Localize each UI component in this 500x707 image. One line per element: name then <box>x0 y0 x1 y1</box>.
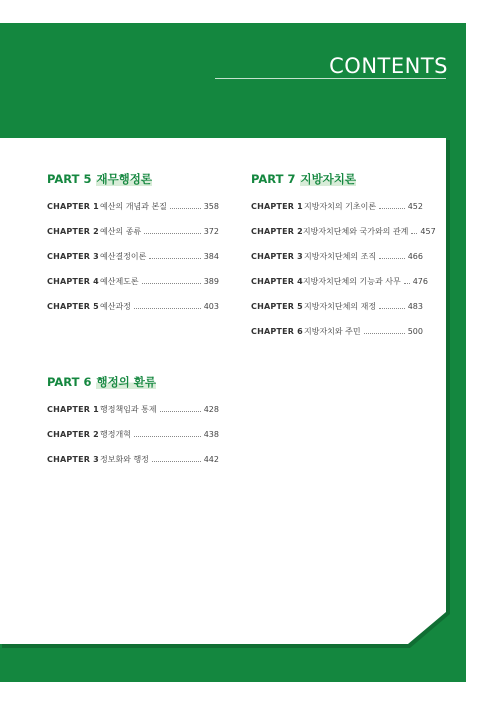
chapter-title: 지방자치단체의 재정 <box>304 302 377 311</box>
dot-leader <box>160 411 201 412</box>
dot-leader <box>134 436 201 437</box>
part-heading <box>47 374 219 390</box>
toc-entry[interactable] <box>47 276 219 288</box>
dot-leader <box>379 308 405 309</box>
dot-leader <box>379 208 405 209</box>
toc-entry[interactable] <box>47 251 219 263</box>
page-number: 372 <box>203 227 219 236</box>
chapter-number: CHAPTER 1 <box>251 202 303 211</box>
part-name: 재무행정론 <box>96 172 153 186</box>
dot-leader <box>170 208 201 209</box>
chapter-number: CHAPTER 4 <box>47 277 99 286</box>
dot-leader <box>379 258 405 259</box>
page-number: 457 <box>420 227 436 236</box>
toc-entry[interactable] <box>251 301 423 313</box>
chapter-number: CHAPTER 1 <box>47 405 99 414</box>
part-5-section <box>47 171 219 326</box>
part-heading <box>47 171 219 187</box>
chapter-number: CHAPTER 3 <box>47 252 99 261</box>
part-name: 지방자치론 <box>300 172 357 186</box>
chapter-title: 예산의 개념과 본질 <box>100 202 167 211</box>
page-number: 500 <box>407 327 423 336</box>
toc-entry[interactable] <box>251 276 428 288</box>
dot-leader <box>144 233 201 234</box>
page-number: 442 <box>203 455 219 464</box>
toc-entry[interactable] <box>47 429 219 441</box>
chapter-number: CHAPTER 5 <box>251 302 303 311</box>
toc-entry[interactable] <box>47 226 219 238</box>
dot-leader <box>404 283 410 284</box>
page-number: 466 <box>407 252 423 261</box>
chapter-number: CHAPTER 4 <box>251 277 303 286</box>
toc-entry[interactable] <box>251 201 423 213</box>
page-number: 358 <box>203 202 219 211</box>
chapter-title: 지방자치의 기초이론 <box>304 202 377 211</box>
toc-entry[interactable] <box>251 226 436 238</box>
chapter-number: CHAPTER 3 <box>47 455 99 464</box>
toc-entry[interactable] <box>47 454 219 466</box>
part-6-section <box>47 374 219 479</box>
chapter-number: CHAPTER 2 <box>47 430 99 439</box>
part-number: PART 5 <box>47 172 92 186</box>
dot-leader <box>149 258 200 259</box>
page-number: 428 <box>203 405 219 414</box>
chapter-number: CHAPTER 1 <box>47 202 99 211</box>
chapter-title: 지방자치단체의 조직 <box>304 252 377 261</box>
chapter-title: 행정책임과 통제 <box>100 405 157 414</box>
page-number: 483 <box>407 302 423 311</box>
part-number: PART 6 <box>47 375 92 389</box>
chapter-title: 지방자치단체와 국가와의 관계 <box>302 227 409 236</box>
dot-leader <box>142 283 201 284</box>
chapter-title: 행정개혁 <box>100 430 131 439</box>
chapter-title: 지방자치단체의 기능과 사무 <box>302 277 401 286</box>
toc-entry[interactable] <box>47 201 219 213</box>
page-number: 403 <box>203 302 219 311</box>
chapter-number: CHAPTER 2 <box>47 227 99 236</box>
dot-leader <box>364 333 405 334</box>
toc-entry[interactable] <box>251 326 423 338</box>
chapter-number: CHAPTER 2 <box>251 227 303 236</box>
part-number: PART 7 <box>251 172 296 186</box>
chapter-title: 예산결정이론 <box>100 252 147 261</box>
dot-leader <box>411 233 417 234</box>
chapter-number: CHAPTER 3 <box>251 252 303 261</box>
page-number: 384 <box>203 252 219 261</box>
chapter-title: 정보화와 행정 <box>100 455 149 464</box>
toc-entry[interactable] <box>47 301 219 313</box>
dot-leader <box>134 308 201 309</box>
chapter-title: 예산과정 <box>100 302 131 311</box>
chapter-title: 예산제도론 <box>100 277 139 286</box>
part-name: 행정의 환류 <box>96 375 157 389</box>
dot-leader <box>152 461 201 462</box>
chapter-number: CHAPTER 5 <box>47 302 99 311</box>
toc-entry[interactable] <box>47 404 219 416</box>
part-7-section <box>251 171 436 351</box>
page-number: 389 <box>203 277 219 286</box>
chapter-title: 예산의 종류 <box>100 227 142 236</box>
chapter-title: 지방자치와 주민 <box>304 327 361 336</box>
page-number: 452 <box>407 202 423 211</box>
toc-entry[interactable] <box>251 251 423 263</box>
title-rule <box>215 78 446 79</box>
chapter-number: CHAPTER 6 <box>251 327 303 336</box>
page-title: CONTENTS <box>329 54 448 78</box>
page-number: 476 <box>412 277 428 286</box>
part-heading <box>251 171 423 187</box>
page-number: 438 <box>203 430 219 439</box>
